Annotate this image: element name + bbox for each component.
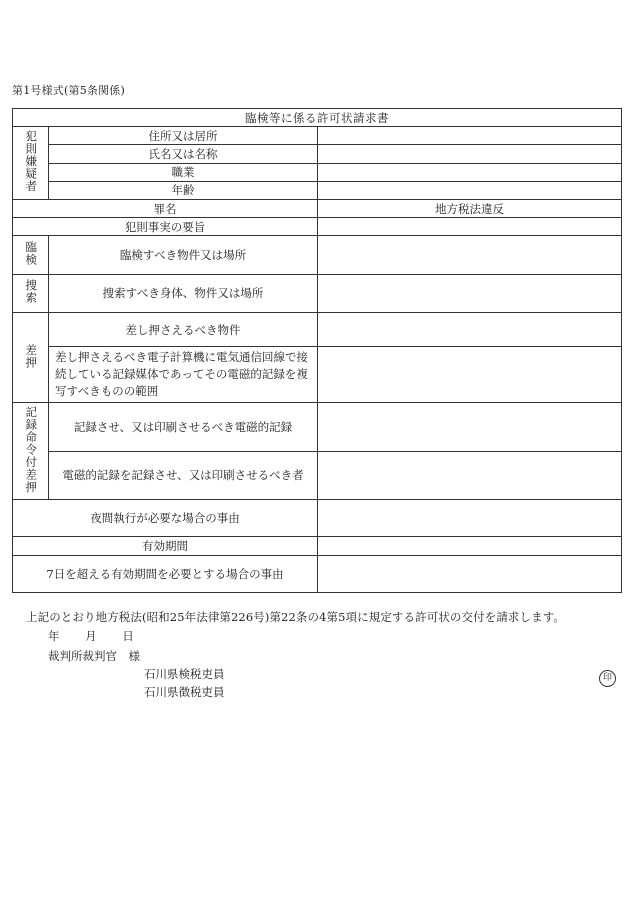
request-statement: 上記のとおり地方税法(昭和25年法律第226号)第22条の4第5項に規定する許可状の交付を請求します。 [26,610,565,624]
permit-request-table [12,108,622,593]
record-group-label: 記録命令付差押 [13,403,49,500]
validity-row [13,537,622,555]
validity-field[interactable] [318,537,622,555]
suspect-address-row [13,127,622,145]
night-execution-field[interactable] [318,500,622,537]
summary-field[interactable] [318,218,622,236]
charge-row [13,199,622,217]
seizure-scope-label: 差し押さえるべき電子計算機に電気通信回線で接続している記録媒体であってその電磁的記録を複写すべきものの範囲 [49,347,318,403]
night-execution-label: 夜間執行が必要な場合の事由 [13,500,318,537]
seizure-scope-field[interactable] [318,347,622,403]
suspect-address-label: 住所又は居所 [49,127,318,145]
record-person-label: 電磁的記録を記録させ、又は印刷させるべき者 [49,451,318,500]
validity-reason-row [13,555,622,592]
seizure-items-row [13,313,622,347]
date-line [48,628,134,644]
suspect-age-label: 年齢 [49,181,318,199]
summary-label: 犯則事実の要旨 [13,218,318,236]
date-year: 年 [48,629,60,643]
suspect-age-row [13,181,622,199]
addressee: 裁判所裁判官 様 [48,649,140,663]
record-person-row [13,451,622,500]
suspect-address-field[interactable] [318,127,622,145]
official-inspector: 石川県検税吏員 [144,667,225,681]
search-row [13,274,622,312]
seizure-group-label: 差押 [13,313,49,403]
seal-mark: 印 [599,670,616,687]
validity-reason-field[interactable] [318,555,622,592]
record-data-field[interactable] [318,403,622,452]
form-title: 臨検等に係る許可状請求書 [13,109,622,127]
date-month: 月 [85,629,97,643]
record-data-label: 記録させ、又は印刷させるべき電磁的記録 [49,403,318,452]
validity-label: 有効期間 [13,537,318,555]
title-row [13,109,622,127]
suspect-group-label: 犯則嫌疑者 [13,127,49,200]
search-label: 捜索すべき身体、物件又は場所 [49,274,318,312]
seizure-scope-row [13,347,622,403]
search-field[interactable] [318,274,622,312]
inspection-field[interactable] [318,236,622,274]
suspect-age-field[interactable] [318,181,622,199]
search-group-label: 捜索 [13,274,49,312]
seizure-items-field[interactable] [318,313,622,347]
inspection-label: 臨検すべき物件又は場所 [49,236,318,274]
inspection-row [13,236,622,274]
suspect-occupation-field[interactable] [318,163,622,181]
charge-label: 罪名 [13,199,318,217]
record-data-row [13,403,622,452]
form-number: 第1号様式(第5条関係) [12,84,125,97]
record-person-field[interactable] [318,451,622,500]
night-execution-row [13,500,622,537]
charge-value: 地方税法違反 [318,199,622,217]
date-day: 日 [122,629,134,643]
official-collector: 石川県徴税吏員 [144,685,225,699]
inspection-group-label: 臨検 [13,236,49,274]
suspect-occupation-label: 職業 [49,163,318,181]
suspect-name-row [13,145,622,163]
summary-row [13,218,622,236]
suspect-name-field[interactable] [318,145,622,163]
validity-reason-label: 7日を超える有効期間を必要とする場合の事由 [13,555,318,592]
suspect-occupation-row [13,163,622,181]
seizure-items-label: 差し押さえるべき物件 [49,313,318,347]
suspect-name-label: 氏名又は名称 [49,145,318,163]
